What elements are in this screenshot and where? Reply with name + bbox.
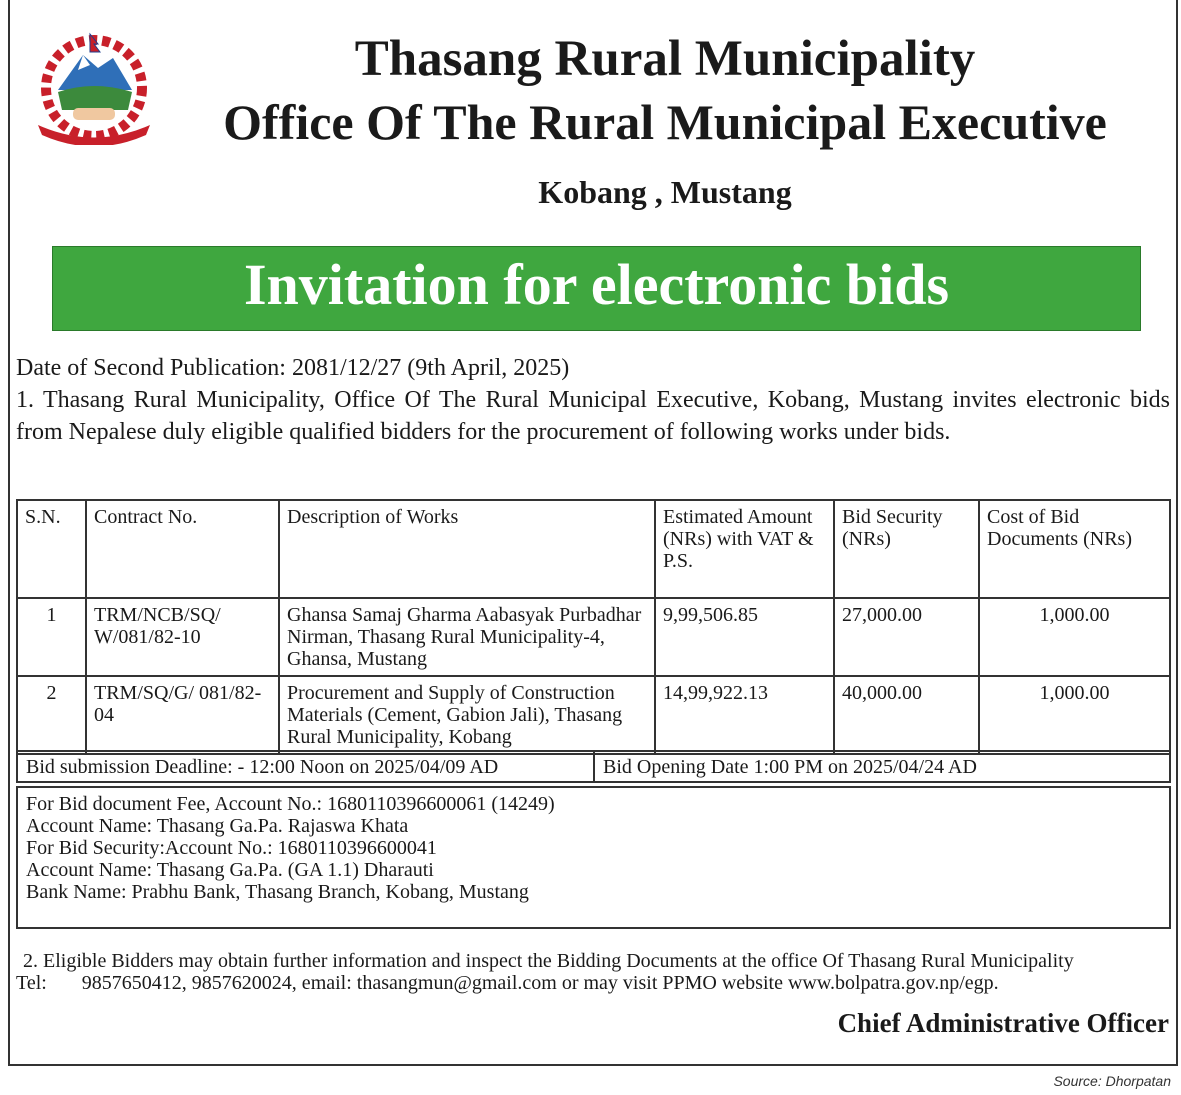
- account-line: Account Name: Thasang Ga.Pa. (GA 1.1) Dharauti: [26, 859, 434, 881]
- header-bid-security: Bid Security (NRs): [834, 500, 979, 598]
- cell-bid-doc-cost: 1,000.00: [979, 598, 1170, 676]
- contact-line-1: 2. Eligible Bidders may obtain further information and inspect the Bidding Documents at the office Of Thasang Rural Municipality: [18, 950, 1074, 972]
- header-contract: Contract No.: [86, 500, 279, 598]
- header-bid-doc-cost: Cost of Bid Documents (NRs): [979, 500, 1170, 598]
- cell-description: Ghansa Samaj Gharma Aabasyak Purbadhar Nirman, Thasang Rural Municipality-4, Ghansa, Mustang: [279, 598, 655, 676]
- nepal-emblem-logo: [28, 30, 160, 145]
- header-sn: S.N.: [17, 500, 86, 598]
- source-credit: Source: Dhorpatan: [1053, 1073, 1171, 1089]
- header-description: Description of Works: [279, 500, 655, 598]
- header-estimated-amount: Estimated Amount (NRs) with VAT & P.S.: [655, 500, 834, 598]
- location: Kobang , Mustang: [538, 174, 792, 210]
- cell-sn: 2: [17, 676, 86, 754]
- cell-estimated-amount: 14,99,922.13: [655, 676, 834, 754]
- account-details: [16, 786, 1171, 929]
- table-header-row: [17, 500, 1170, 598]
- contact-paragraph: [18, 950, 1074, 994]
- account-line: Account Name: Thasang Ga.Pa. Rajaswa Khata: [26, 815, 409, 837]
- contact-line-2: Tel: 9857650412, 9857620024, email: thasangmun@gmail.com or may visit PPMO website www.bolpatra.gov.np/egp.: [16, 972, 999, 994]
- office-title: Office Of The Rural Municipal Executive: [223, 94, 1107, 150]
- cell-sn: 1: [17, 598, 86, 676]
- cell-contract: TRM/NCB/SQ/ W/081/82-10: [86, 598, 279, 676]
- account-line: Bank Name: Prabhu Bank, Thasang Branch, Kobang, Mustang: [26, 881, 529, 903]
- table-row: [17, 676, 1170, 754]
- cell-description: Procurement and Supply of Construction Materials (Cement, Gabion Jali), Thasang Rural Municipality, Kobang: [279, 676, 655, 754]
- cell-bid-security: 27,000.00: [834, 598, 979, 676]
- account-line: For Bid document Fee, Account No.: 1680110396600061 (14249): [26, 793, 555, 815]
- dates-row: [16, 750, 1171, 783]
- cell-bid-doc-cost: 1,000.00: [979, 676, 1170, 754]
- table-row: [17, 598, 1170, 676]
- notice-banner: Invitation for electronic bids: [52, 246, 1141, 331]
- bids-table: [16, 499, 1171, 755]
- opening-date: Bid Opening Date 1:00 PM on 2025/04/24 AD: [603, 756, 977, 778]
- publication-date: Date of Second Publication: 2081/12/27 (9th April, 2025): [16, 355, 570, 381]
- cell-bid-security: 40,000.00: [834, 676, 979, 754]
- submission-deadline: Bid submission Deadline: - 12:00 Noon on 2025/04/09 AD: [18, 752, 595, 781]
- municipality-title: Thasang Rural Municipality: [354, 31, 976, 87]
- cell-contract: TRM/SQ/G/ 081/82-04: [86, 676, 279, 754]
- signatory: Chief Administrative Officer: [837, 1008, 1169, 1038]
- intro-paragraph: 1. Thasang Rural Municipality, Office Of The Rural Municipal Executive, Kobang, Mustang invites electronic bids from Nepalese duly eligible qualified bidders for the procurement of following works under bids.: [16, 387, 1170, 445]
- cell-estimated-amount: 9,99,506.85: [655, 598, 834, 676]
- account-line: For Bid Security:Account No.: 1680110396600041: [26, 837, 437, 859]
